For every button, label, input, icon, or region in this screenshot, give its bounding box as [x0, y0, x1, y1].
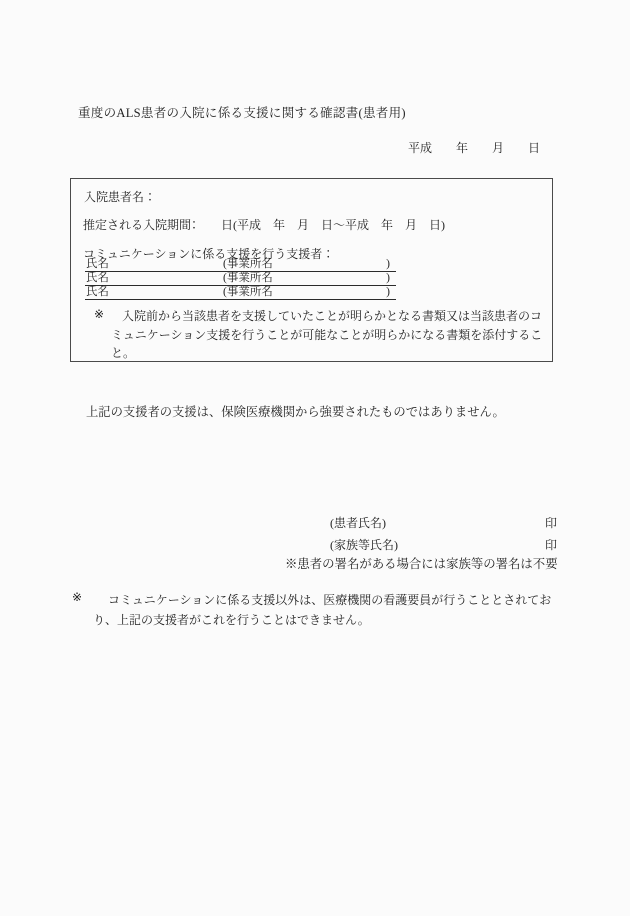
- office-field-label: (事業所名: [223, 258, 273, 270]
- hospitalization-period-line: 推定される入院期間： 日(平成 年 月 日～平成 年 月 日): [83, 218, 445, 232]
- name-field-label: 氏名: [86, 258, 109, 270]
- seal-mark: 印: [544, 538, 557, 552]
- document-title: 重度のALS患者の入院に係る支援に関する確認書(患者用): [78, 106, 406, 120]
- patient-name-label: 入院患者名：: [84, 190, 157, 204]
- seal-mark: 印: [544, 516, 557, 530]
- no-coercion-declaration: 上記の支援者の支援は、保険医療機関から強要されたものではありません。: [86, 405, 505, 419]
- attachment-note-line: と。: [111, 346, 136, 360]
- attachment-note-marker: ※: [94, 307, 105, 321]
- signature-note: ※患者の署名がある場合には家族等の署名は不要: [285, 557, 558, 571]
- date-line: 平成 年 月 日: [408, 141, 541, 155]
- supporter-name-rows: [85, 258, 396, 300]
- supporter-name-row: [85, 286, 396, 300]
- attachment-note: [111, 307, 551, 363]
- family-name-signature-label: (家族等氏名): [330, 538, 398, 552]
- footer-note-line: り、上記の支援者がこれを行うことはできません。: [93, 613, 370, 627]
- close-paren: ): [386, 286, 390, 298]
- footer-note-marker: ※: [72, 590, 83, 604]
- close-paren: ): [386, 258, 390, 270]
- form-box: [70, 178, 553, 362]
- office-field-label: (事業所名: [223, 286, 273, 298]
- footer-note: [93, 590, 552, 630]
- family-signature-row: [330, 536, 557, 553]
- patient-name-signature-label: (患者氏名): [330, 516, 386, 530]
- supporters-label: コミュニケーションに係る支援を行う支援者：: [83, 247, 335, 261]
- attachment-note-line: ミュニケーション支援を行うことが可能なことが明らかになる書類を添付するこ: [111, 327, 543, 342]
- name-field-label: 氏名: [86, 286, 109, 298]
- patient-signature-row: [330, 514, 557, 531]
- footer-note-line: コミュニケーションに係る支援以外は、医療機関の看護要員が行うこととされてお: [108, 593, 552, 607]
- supporter-name-row: [85, 258, 396, 272]
- attachment-note-line: 入院前から当該患者を支援していたことが明らかとなる書類又は当該患者のコ: [122, 309, 543, 323]
- name-field-label: 氏名: [86, 272, 109, 284]
- office-field-label: (事業所名: [223, 272, 273, 284]
- close-paren: ): [386, 272, 390, 284]
- supporter-name-row: [85, 272, 396, 286]
